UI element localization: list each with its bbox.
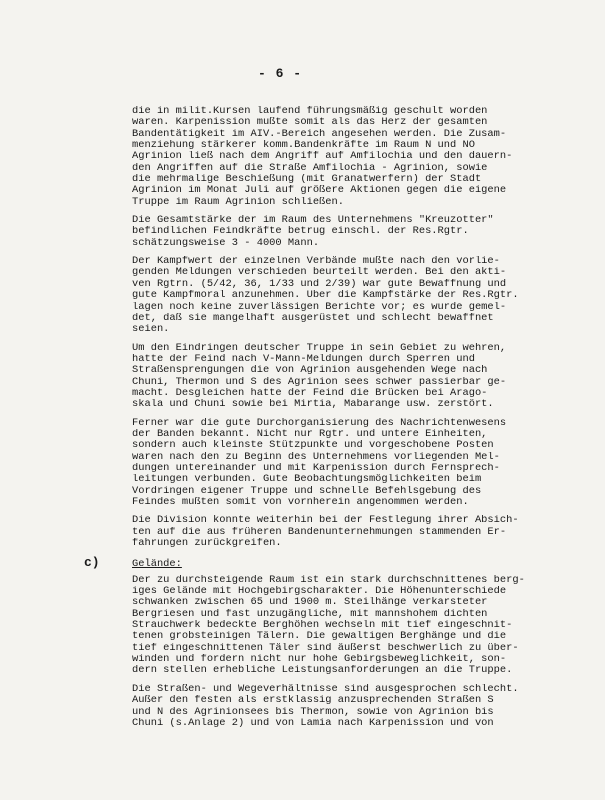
text-line: tief eingeschnittenen Täler sind äußerst beschwerlich zu über- [132, 642, 519, 654]
text-line: Chuni (s.Anlage 2) und von Lamia nach Karpenission und von [132, 717, 494, 729]
text-line: die in milit.Kursen laufend führungsmäßig geschult worden [132, 106, 488, 117]
text-line: seien. [132, 324, 170, 336]
paragraph [132, 515, 562, 549]
paragraph [132, 418, 562, 509]
paragraph [132, 575, 562, 677]
text-line: dungen untereinander und mit Karpenission durch Fernsprech- [132, 462, 500, 474]
text-line: iges Gelände mit Hochgebirgscharakter. Die Höhenunterschiede [132, 586, 507, 598]
text-line: Ferner war die gute Durchorganisierung des Nachrichtenwesens [132, 417, 507, 429]
text-line: macht. Desgleichen hatte der Feind die Brücken bei Arago- [132, 387, 488, 399]
text-line: sondern auch kleinste Stützpunkte und vorgeschobene Posten [132, 440, 494, 452]
text-line: dern stellen erhebliche Leistungsanforderungen an die Truppe. [132, 665, 513, 677]
text-line: Agrinion ließ nach dem Angriff auf Amfilochia und den dauern- [132, 151, 513, 163]
text-line: waren nach den zu Beginn des Unternehmens vorliegenden Mel- [132, 451, 500, 463]
text-line: und N des Agrinionsees bis Thermon, sowie von Agrinion bis [132, 706, 494, 718]
text-line: menziehung stärkerer komm.Bandenkräfte im Raum N und NO [132, 140, 475, 152]
text-line: Die Straßen- und Wegeverhältnisse sind ausgesprochen schlecht. [132, 683, 519, 695]
paragraph [132, 684, 562, 729]
text-line: ven Rgtrn. (5/42, 36, 1/33 und 2/39) war gute Bewaffnung und [132, 278, 507, 290]
text-line: Vordringen eigener Truppe und schnelle Befehlsgebung des [132, 485, 482, 497]
text-line: lagen noch keine zuverlässigen Berichte vor; es wurde gemel- [132, 301, 507, 313]
text-line: Bergriesen und fast unzugängliche, mit mannshohem dichten [132, 608, 488, 620]
text-line: Der zu durchsteigende Raum ist ein stark durchschnittenes berg- [132, 574, 525, 586]
text-line: Straßensprengungen die von Agrinion ausgehenden Wege nach [132, 365, 488, 377]
text-line: Um den Eindringen deutscher Truppe in sein Gebiet zu wehren, [132, 342, 507, 354]
text-line: Feindes mußten somit von vornherein angenommen werden. [132, 497, 469, 508]
paragraph [132, 215, 562, 249]
text-line: skala und Chuni sowie bei Mirtia, Mabarange usw. zerstört. [132, 399, 494, 411]
text-line: leitungen verbunden. Gute Beobachtungsmöglichkeiten beim [132, 474, 482, 486]
text-line: Bandentätigkeit im AIV.-Bereich angesehen werden. Die Zusam- [132, 128, 507, 140]
text-line: die mehrmalige Beschießung (mit Granatwerfern) der Stadt [132, 174, 482, 186]
text-line: tenen grobsteinigen Tälern. Die gewaltigen Berghänge und die [132, 631, 507, 643]
page-number: - 6 - [258, 66, 303, 81]
text-line: schwanken zwischen 65 und 1900 m. Steilhänge verkarsteter [132, 597, 488, 609]
text-line: Außer den festen als erstklassig anzusprechenden Straßen S [132, 695, 494, 707]
text-line: fahrungen zurückgreifen. [132, 538, 282, 550]
paragraph [132, 106, 562, 208]
text-line: Die Division konnte weiterhin bei der Festlegung ihrer Absich- [132, 515, 519, 527]
section-heading [84, 555, 562, 571]
text-line: waren. Karpenission mußte somit als das Herz der gesamten [132, 117, 488, 129]
text-line: hatte der Feind nach V-Mann-Meldungen durch Sperren und [132, 353, 475, 365]
text-line: der Banden bekannt. Nicht nur Rgtr. und untere Einheiten, [132, 428, 488, 440]
text-line: Die Gesamtstärke der im Raum des Unternehmens "Kreuzotter" [132, 215, 494, 227]
text-line: winden und fordern nicht nur hohe Gebirgsbeweglichkeit, son- [132, 654, 507, 666]
text-line: schätzungsweise 3 - 4000 Mann. [132, 237, 320, 249]
text-line: befindlichen Feindkräfte betrug einschl. der Res.Rgtr. [132, 226, 469, 238]
document-body [84, 106, 562, 736]
text-line: ten auf die aus früheren Bandenunternehmungen stammenden Er- [132, 526, 507, 538]
text-line: Strauchwerk bedeckte Berghöhen wechseln mit tief eingeschnit- [132, 620, 513, 632]
paragraph [132, 256, 562, 335]
paragraph [132, 343, 562, 411]
text-line: Agrinion im Monat Juli auf größere Aktionen gegen die eigene [132, 185, 507, 197]
text-line: Der Kampfwert der einzelnen Verbände mußte nach den vorlie- [132, 256, 500, 268]
section-letter: c) [84, 555, 100, 571]
text-line: Chuni, Thermon und S des Agrinion sees schwer passierbar ge- [132, 376, 507, 388]
text-line: Truppe im Raum Agrinion schließen. [132, 196, 345, 208]
text-line: det, daß sie mangelhaft ausgerüstet und schlecht bewaffnet [132, 312, 494, 324]
section-title: Gelände: [132, 558, 182, 571]
text-line: genden Meldungen verschieden beurteilt werden. Bei den akti- [132, 267, 507, 279]
text-line: gute Kampfmoral anzunehmen. Über die Kampfstärke der Res.Rgtr. [132, 290, 519, 302]
text-line: den Angriffen auf die Straße Amfilochia - Agrinion, sowie [132, 162, 488, 174]
